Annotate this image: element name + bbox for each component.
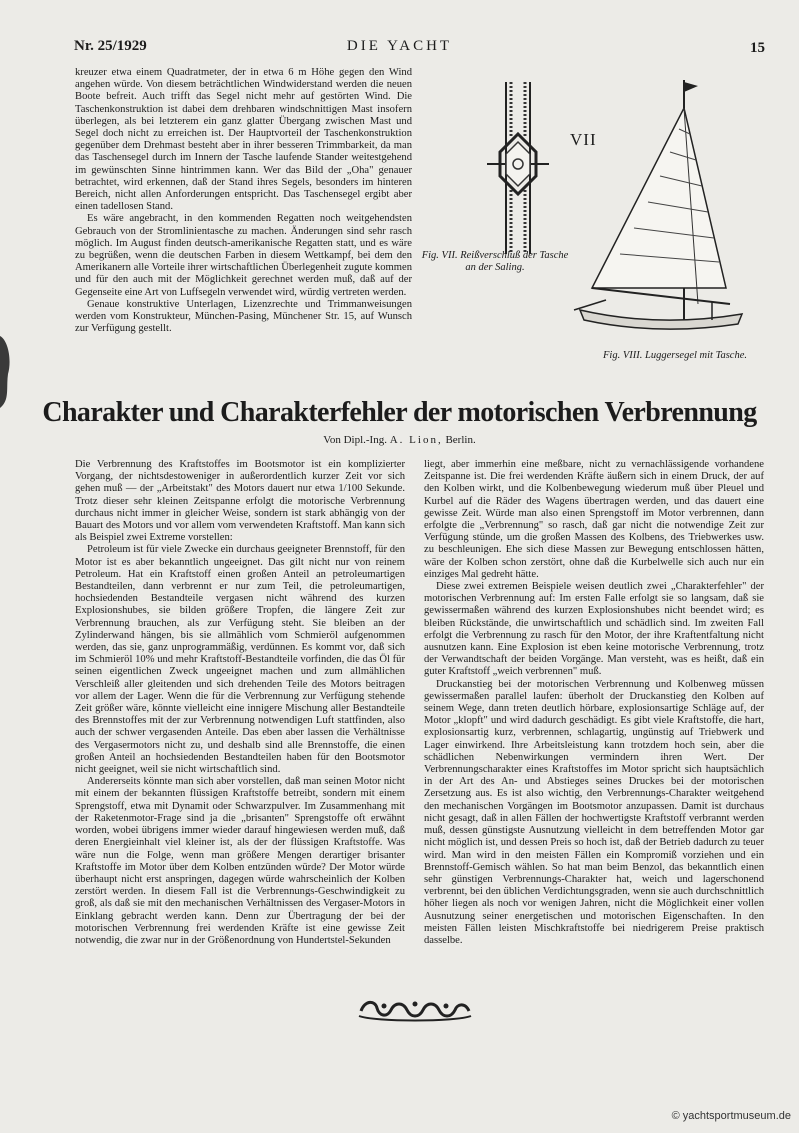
issue-number: Nr. 25/1929 <box>74 38 147 54</box>
paragraph: Druckanstieg bei der motorischen Verbrennung und Kolbenweg müssen gewissermaßen parallel laufen: überholt der Druckanstieg den Kolben auf seinem Wege, dann treten deutlich hörbare, explosionsartige Schläge auf, der Motor „klopft" und wird dadurch geschädigt. Es gibt viele Kraftstoffe, die hart, explosionsartig kurz, verbrennen, schlagartig, ungünstig auf Triebwerk und Lager einwirkend. Ihre Arbeitsleistung kann trotzdem hoch sein, aber die schädlichen Nebenwirkungen vermindern ihren Wert. Der Verbrennungscharakter eines Kraftstoffes im Motor spricht sich hauptsächlich in der Art des An- und Abstieges seines Druckes bei der motorischen Zersetzung aus. Es ist also wichtig, den Verbrennungs-Charakter weitgehend den mechanischen Vorgängen im Bootsmotor anzupassen. Damit ist durchaus nicht gesagt, daß in allen Fällen der hochwertigste Kraftstoff verbrannt werden muß, dessen günstigste Ausnutzung vielleicht in dem betreffenden Motor gar nicht möglich ist, und dessen Preis so hoch ist, daß der Betrieb dadurch zu teuer wird. Man wird in den meisten Fällen ein Kompromiß vorziehen und ein Brennstoff-Gemisch wählen. So hat man beim Benzol, das bekanntlich einen sehr günstigen Verbrennungs-Charakter hat, weich und lagerschonend verbrennt, bei den üblichen Verdichtungsgraden, wenn sie auch durchschnittlich höher liegen als noch vor wenigen Jahren, nicht die Möglichkeit einer vollen Ausnutzung seiner energetischen und motorischen Eigenschaften. In den meisten Fällen leisten Mischkraftstoffe bei niedrigerem Preise praktisch dasselbe. <box>424 678 764 946</box>
author-prefix: Von Dipl.-Ing. <box>323 434 387 446</box>
figure-vii-caption <box>420 250 570 274</box>
paragraph: Genaue konstruktive Unterlagen, Lizenzrechte und Trimmanweisungen werden vom Konstrukteur, München-Pasing, Münchener Str. 15, auf Wunsch zur Verfügung gestellt. <box>75 298 412 335</box>
ornament-icon <box>355 998 475 1024</box>
figure-viii-text: Luggersegel mit Tasche. <box>645 350 747 361</box>
paragraph: Diese zwei extremen Beispiele weisen deutlich zwei „Charakterfehler" der motorischen Verbrennung auf: Im ersten Falle erfolgt sie so langsam, daß sie gewissermaßen während des kurzen Explosionshubes nicht beendet wird; es bleiben Rückstände, die unwirtschaftlich und schädlich sind. Im zweiten Fall erfolgt die Verbrennung zu rasch für den Motor, der ihre Kraftentfaltung nicht ausnutzen kann. Eine Explosion ist eben keine motorische Verbrennung, trotz der Verwandtschaft der beiden Vorgänge. Man versteht, was es heißt, daß ein guter Kraftstoff „weich verbrennen" muß. <box>424 581 764 678</box>
author-city: Berlin. <box>445 434 476 446</box>
watermark: © yachtsportmuseum.de <box>671 1110 791 1122</box>
figure-viii-caption <box>590 350 760 362</box>
article-column-left <box>75 459 405 947</box>
page-number: 15 <box>750 40 765 56</box>
author-name: A. Lion, <box>389 434 443 446</box>
figure-viii-label: Fig. VIII. <box>603 350 643 361</box>
paper-edge-mark <box>0 330 14 410</box>
upper-text-column <box>75 67 412 335</box>
figure-viii-drawing <box>566 74 752 346</box>
paragraph: kreuzer etwa einem Quadratmeter, der in etwa 6 m Höhe gegen den Wind angehen würde. Von diesem beträchtlichen Windwiderstand werden die neuen Boote befreit. Auch trifft das Segel nicht mehr auf gestörten Wind. Die Taschenkonstruktion ist dabei dem drehbaren windschnittigen Mast insofern überlegen, als bei letzterem ein ganz glatter Übergang zwischen Mast und Segel doch nicht zu erreichen ist. Der Hauptvorteil der Taschenkonstruktion gegenüber dem Drehmast besteht aber in ihrer besseren Trimmbarkeit, da man das Taschensegel durch im Innern der Tasche laufende Stander weitestgehend im gewünschten Sinne hintrimmen kann. Wer das Bild der „Oha" genauer betrachtet, wird erkennen, daß der Stand ihres Segels, besonders im hinteren Bereich, nicht allen Anforderungen entspricht. Das Taschensegel ergibt aber einen tadellosen Stand. <box>75 67 412 213</box>
paragraph: Petroleum ist für viele Zwecke ein durchaus geeigneter Brennstoff, für den Motor ist es aber bekanntlich ungeeignet. Das gilt nicht nur von reinem Petroleum. Hat ein Kraftstoff einen großen Anteil an petroleumartigen Bestandteilen, dann verbrennt er nur zum Teil, die petroleumartigen, hochsiedenden Bestandteile vergasen nicht während des kurzen Explosionshubes, sie bilden größere Tropfen, die längere Zeit zur Verbrennung brauchen, als zur Verfügung steht. Sie bleiben an der Zylinderwand hängen, bis sie allmählich vom Schmieröl aufgenommen werden, das sie, ganz unprogrammäßig, verdünnen. Es kommt vor, daß sich im Schmieröl 10% und mehr Kraftstoff-Bestandteile vorfinden, die das Öl für seinen eigentlichen Zweck ungeeignet machen und zum allmählichen Verschleiß aller gleitenden und sich drehenden Teile des Motors beitragen vor allem der Lager. Wenn die für die Verbrennung zur Verfügung stehende Zeit größer wäre, könnte vielleicht eine innigere Mischung aller Bestandteile des Brennstoffes mit der zur Verbrennung notwendigen Luft stattfinden, also auch der schwer vergasenden Anteile. Das eben aber lassen die Verhältnisse des Vergasermotors nicht zu, und deshalb sind alle Brennstoffe, die einen großen Anteil an hochsiedenden Bestandteilen haben für den Bootsmotor nicht geeignet, weil sie nicht wirtschaftlich sind. <box>75 544 405 776</box>
paragraph: Andererseits könnte man sich aber vorstellen, daß man seinen Motor nicht mit einem der bekannten flüssigen Kraftstoffe betreibt, sondern mit einem Sprengstoff, etwa mit Dynamit oder Schwarzpulver. Im Zusammenhang mit der Raketenmotor-Frage sind ja die „brisanten" Sprengstoffe oft erwähnt worden, wobei übrigens immer wieder darauf hingewiesen werden muß, daß deren Energieinhalt viel kleiner ist, als der der flüssigen Kraftstoffe. Was wäre nun die Folge, wenn man größere Mengen derartiger brisanter Kraftstoffe im Motor über dem Kolben entzünden würde? Der Motor würde überhaupt nicht erst anspringen, dagegen würde wahrscheinlich der Kolben zerstört werden. In diesem Fall ist die Verbrennungs-Geschwindigkeit zu groß, als daß sie mit den mechanischen Verhältnissen des Vergaser-Motors in Einklang gebracht werden kann. Denn zur Übertragung der bei der motorischen Verbrennung frei werdenden Kräfte ist eine gewisse Zeit notwendig, die zwar nur in der Größenordnung von Hundertstel-Sekunden <box>75 776 405 946</box>
figure-vii-number: VII <box>570 130 597 149</box>
article-title: Charakter und Charakterfehler der motorischen Verbrennung <box>42 397 757 428</box>
figure-vii-label: Fig. VII. <box>421 250 458 261</box>
magazine-title: DIE YACHT <box>346 38 453 54</box>
article-column-right <box>424 459 764 947</box>
figure-vii-text: Reißverschluß der Tasche an der Saling. <box>460 250 569 273</box>
figure-vii-drawing <box>487 82 549 254</box>
paragraph: liegt, aber immerhin eine meßbare, nicht zu vernachlässigende vorhandene Zeitspanne ist. Die frei werdenden Kräfte äußern sich in einem Druck, der auf den Kolben wirkt, und die Kolbenbewegung wiederum muß über Pleuel und Kurbel auf die Räder des Wagens übertragen werden, und das dauert eine gewisse Zeit. Würde man also einen Sprengstoff im Motor verbrennen, dann erfolgte die „Verbrennung" so rasch, daß gar nicht die notwendige Zeit zur Verfügung stünde, um die großen Massen des Kolbens, des Triebwerkes usw. zu beschleunigen. Ehe sich diese Massen zur Bewegung entschlossen hätten, wäre der Kolben schon zerstört, ohne daß die Kurbelwelle sich auch nur ein einziges Mal gedreht hätte. <box>424 459 764 580</box>
paragraph: Die Verbrennung des Kraftstoffes im Bootsmotor ist ein komplizierter Vorgang, der nichtsdestoweniger in außerordentlich kurzer Zeit vor sich gehen muß — der „Arbeitstakt" des Motors dauert nur etwa 1/100 Sekunde. Trotz dieser sehr kleinen Zeitspanne erfolgt die motorische Verbrennung durchaus nicht immer in gleicher Weise, sondern ist stark abhängig von der Bauart des Motors und vor allem vom verwendeten Kraftstoff. Man kann sich als Beispiel zwei Extreme vorstellen: <box>75 459 405 544</box>
article-byline <box>0 434 799 446</box>
paragraph: Es wäre angebracht, in den kommenden Regatten noch weitgehendsten Gebrauch von der Stromlinientasche zu machen. Änderungen sind sehr rasch möglich. Im August finden deutsch-amerikanische Regatten statt, und es wäre zu begrüßen, wenn die deutschen Farben in diesem Wettkampf, bei dem den Amerikanern alle Vorteile ihrer wirtschaftlichen Überlegenheit zugute kommen und für den auch mit der Möglichkeit gerechnet werden muß, daß auf der Gegenseite eine Art von Luffsegeln verwendet wird, würdig vertreten werden. <box>75 213 412 298</box>
